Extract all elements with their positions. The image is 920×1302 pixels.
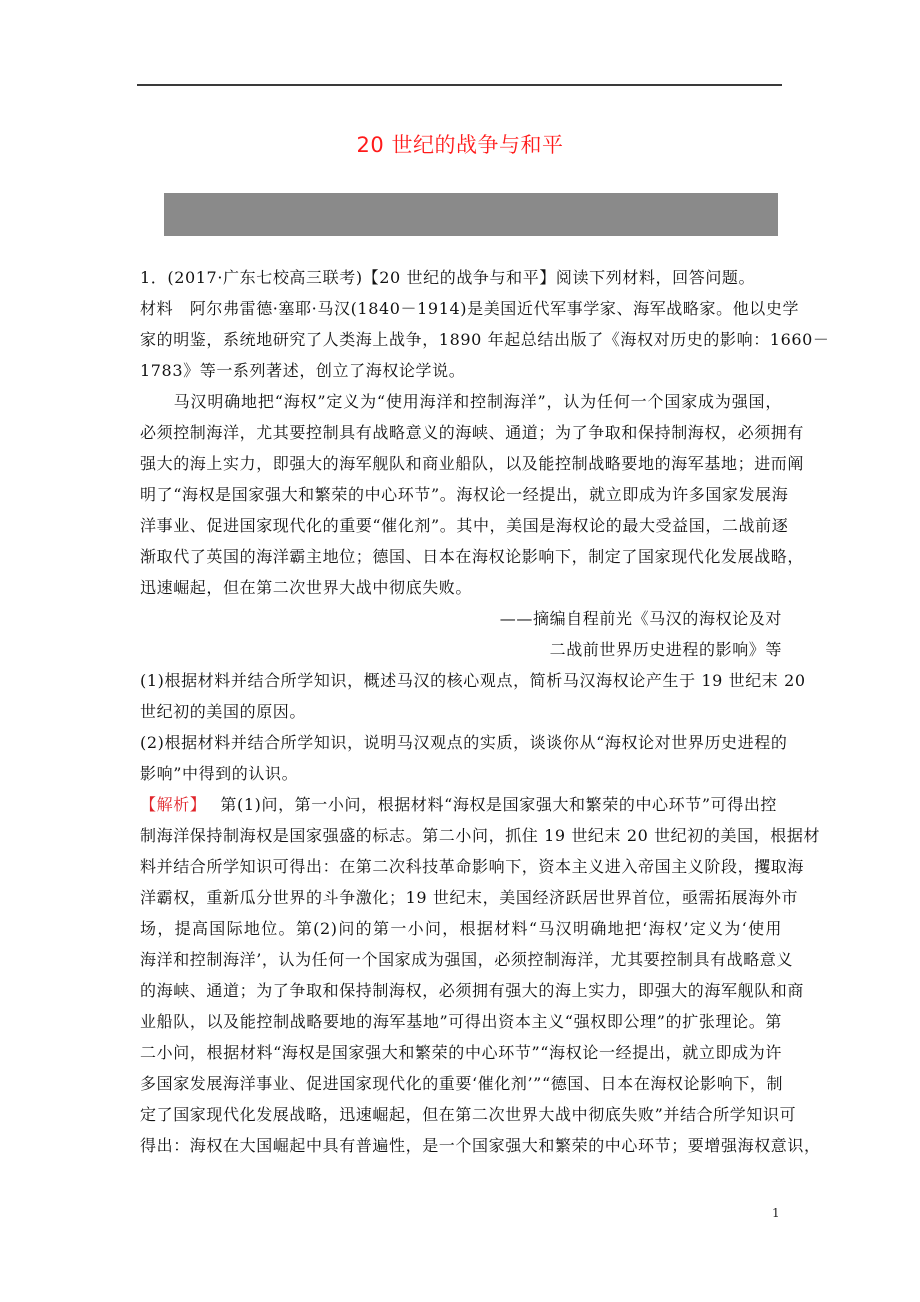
analysis-section <box>140 789 821 1161</box>
sub-question-1 <box>140 665 806 727</box>
analysis-line: 的海峡、通道；为了争取和保持制海权，必须拥有强大的海上实力，即强大的海军舰队和商 <box>140 981 805 1000</box>
material-line: 明了“海权是国家强大和繁荣的中心环节”。海权论一经提出，就立即成为许多国家发展海 <box>140 485 789 504</box>
question-header: 1．(2017·广东七校高三联考)【20 世纪的战争与和平】阅读下列材料，回答问题。 <box>140 268 756 287</box>
page-number: 1 <box>772 1206 780 1220</box>
material-line: 必须控制海洋，尤其要控制具有战略意义的海峡、通道；为了争取和保持制海权，必须拥有 <box>140 423 805 442</box>
analysis-line: 洋霸权，重新瓜分世界的斗争激化；19 世纪末，美国经济跃居世界首位，亟需拓展海外市 <box>140 888 799 907</box>
analysis-line: 料并结合所学知识可得出：在第二次科技革命影响下，资本主义进入帝国主义阶段，攫取海 <box>140 857 805 876</box>
material-line: 材料 阿尔弗雷德·塞耶·马汉(1840－1914)是美国近代军事学家、海军战略家。他以史学 <box>140 299 800 318</box>
analysis-first-text: 第(1)问，第一小问，根据材料“海权是国家强大和繁荣的中心环节”可得出控 <box>220 795 778 814</box>
material-line: 渐取代了英国的海洋霸主地位；德国、日本在海权论影响下，制定了国家现代化发展战略， <box>140 547 805 566</box>
analysis-line: 制海洋保持制海权是国家强盛的标志。第二小问，抓住 19 世纪末 20 世纪初的美国，根据材 <box>140 826 821 845</box>
source-line: 二战前世界历史进程的影响》等 <box>549 640 782 659</box>
sub-question-line: 影响”中得到的认识。 <box>140 764 299 783</box>
analysis-line: 多国家发展海洋事业、促进国家现代化的重要‘催化剂’”“德国、日本在海权论影响下，制 <box>140 1074 784 1093</box>
material-line: 洋事业、促进国家现代化的重要“催化剂”。其中，美国是海权论的最大受益国，二战前逐 <box>140 516 789 535</box>
sub-question-line: 世纪初的美国的原因。 <box>140 702 307 721</box>
section-banner-bar <box>164 193 778 236</box>
sub-question-line: (1)根据材料并结合所学知识，概述马汉的核心观点，简析马汉海权论产生于 19 世纪末 20 <box>140 671 806 690</box>
analysis-line: 场，提高国际地位。第(2)问的第一小问，根据材料“马汉明确地把‘海权’定义为‘使用 <box>140 919 782 938</box>
analysis-line: 海洋和控制海洋’，认为任何一个国家成为强国，必须控制海洋，尤其要控制具有战略意义 <box>140 950 794 969</box>
material-passage <box>140 293 830 603</box>
sub-question-line: (2)根据材料并结合所学知识，说明马汉观点的实质，谈谈你从“海权论对世界历史进程的 <box>140 733 788 752</box>
material-line: 1783》等一系列著述，创立了海权论学说。 <box>140 361 466 380</box>
document-title: 20 世纪的战争与和平 <box>356 133 564 157</box>
header-rule <box>137 84 782 86</box>
analysis-line: 得出：海权在大国崛起中具有普遍性，是一个国家强大和繁荣的中心环节；要增强海权意识， <box>140 1136 821 1155</box>
analysis-label: 【解析】 <box>140 795 207 814</box>
material-line: 强大的海上实力，即强大的海军舰队和商业船队，以及能控制战略要地的海军基地；进而阐 <box>140 454 805 473</box>
document-body <box>140 262 830 1161</box>
material-source-citation <box>140 603 782 665</box>
material-line: 马汉明确地把“海权”定义为“使用海洋和控制海洋”，认为任何一个国家成为强国， <box>140 392 782 411</box>
material-line: 迅速崛起，但在第二次世界大战中彻底失败。 <box>140 578 473 597</box>
analysis-line: 定了国家现代化发展战略，迅速崛起，但在第二次世界大战中彻底失败”并结合所学知识可 <box>140 1105 797 1124</box>
analysis-line: 业船队，以及能控制战略要地的海军基地”可得出资本主义“强权即公理”的扩张理论。第 <box>140 1012 782 1031</box>
source-line: ——摘编自程前光《马汉的海权论及对 <box>499 609 782 628</box>
sub-question-2 <box>140 727 788 789</box>
material-line: 家的明鉴，系统地研究了人类海上战争，1890 年起总结出版了《海权对历史的影响：1660－ <box>140 330 830 349</box>
analysis-line: 二小问，根据材料“海权是国家强大和繁荣的中心环节”“海权论一经提出，就立即成为许 <box>140 1043 782 1062</box>
analysis-first-line <box>140 789 782 820</box>
